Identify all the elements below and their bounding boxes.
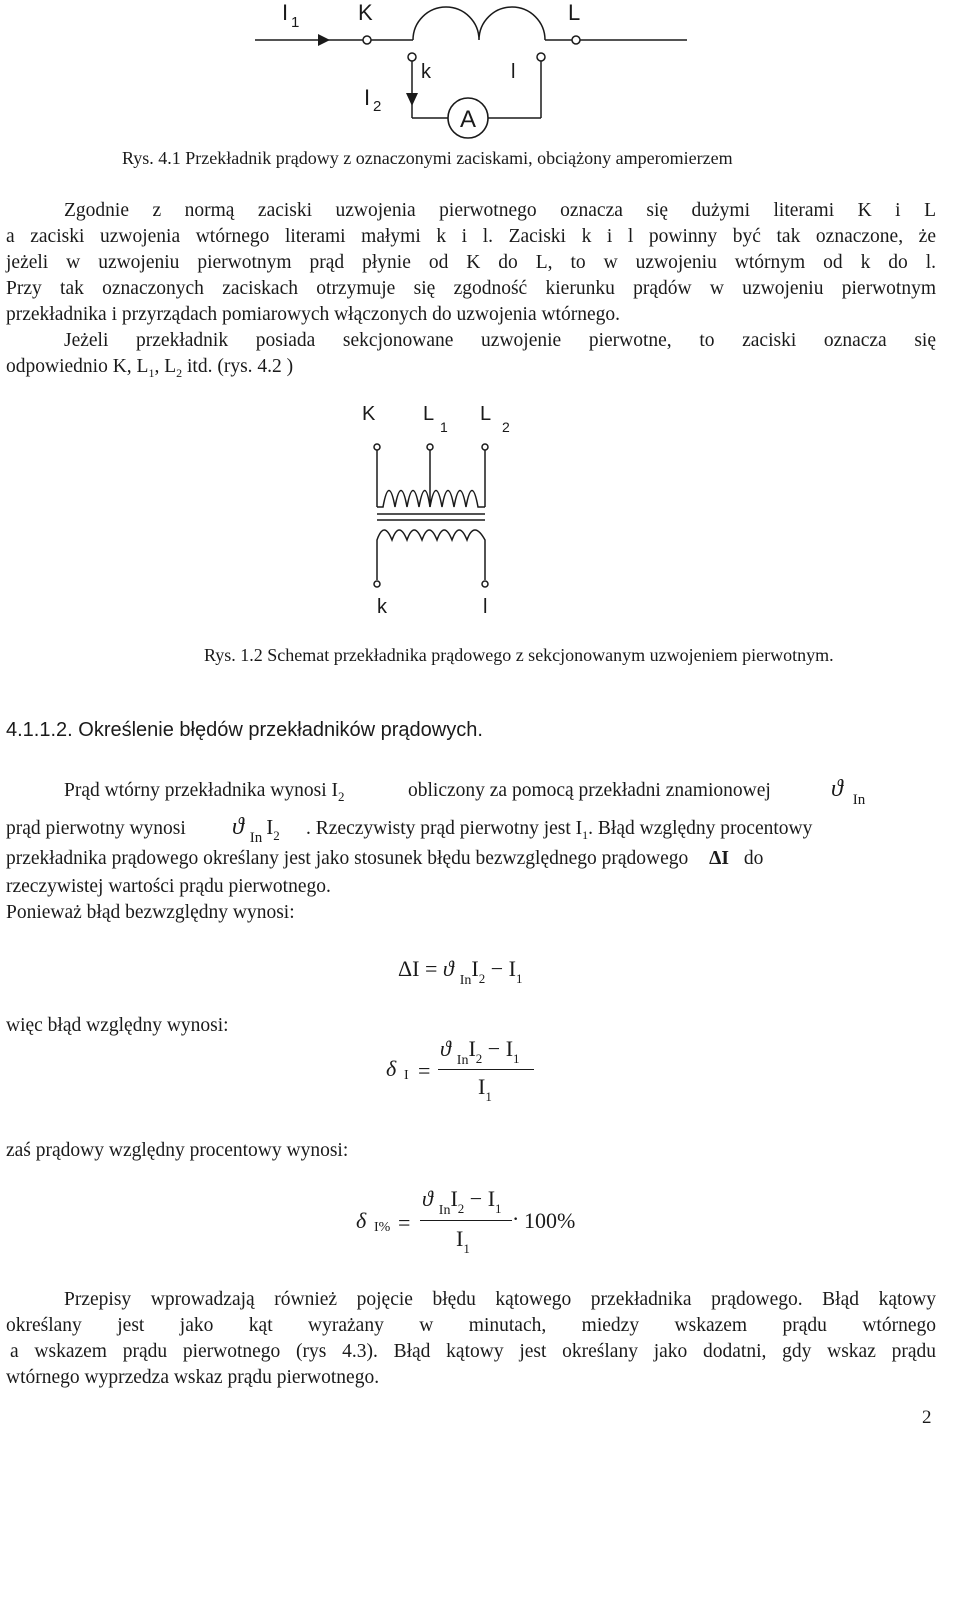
fig1-label-i1-sub: 1: [291, 14, 300, 31]
para1-line7-sub1: 1: [148, 366, 155, 380]
eq1-minus: −: [490, 956, 504, 981]
para2-l2-b: . Rzeczywisty prąd pierwotny jest I: [306, 818, 583, 839]
text-percent-error-intro: zaś prądowy względny procentowy wynosi:: [6, 1140, 349, 1161]
fig1-label-l: l: [511, 61, 516, 83]
equation-absolute-error: [398, 956, 522, 989]
para2-line2-b: [306, 818, 936, 843]
equation-relative-error: [386, 1036, 586, 1110]
eq2-delta-sub: I: [404, 1068, 409, 1083]
fig2-terminal-k: [374, 581, 380, 587]
para3-line4: wtórnego wyprzedza wskaz prądu pierwotnego.: [6, 1367, 380, 1388]
para1-line4: Przy tak oznaczonych zaciskach otrzymuje się zgodność kierunku prądów w uzwojeniu pierwotnym: [6, 278, 936, 299]
fig1-terminal-l: [537, 53, 545, 61]
fig2-primary-coil-section-2: [430, 477, 485, 507]
eq2-minus: −: [487, 1036, 501, 1061]
para1-line1: Zgodnie z normą zaciski uzwojenia pierwotnego oznacza się dużymi literami K i L: [64, 200, 936, 221]
para2-l1-a: Prąd wtórny przekładnika wynosi I: [64, 780, 339, 801]
para1-line6: Jeżeli przekładnik posiada sekcjonowane uzwojenie pierwotne, to zaciski oznacza się: [64, 330, 936, 351]
fig2-label-L2: L: [480, 403, 492, 425]
current-i2-sub: 2: [273, 828, 280, 843]
para2-l2-c: . Błąd względny procentowy: [588, 818, 813, 839]
para2-line3: [6, 848, 936, 870]
para2-line2-expr: [232, 814, 280, 847]
eq2-den: I: [478, 1074, 486, 1099]
paragraph-terminal-marking: [6, 198, 936, 386]
para1-line7-sub2: 2: [176, 366, 183, 380]
fig2-label-k: k: [377, 596, 387, 618]
eq2-den-sub: 1: [485, 1089, 492, 1104]
eq2-equals: =: [418, 1058, 431, 1083]
eq3-in: In: [438, 1203, 451, 1218]
eq3-i2: I: [450, 1186, 458, 1211]
eq2-fraction-bar: [438, 1069, 534, 1070]
eq3-fraction-bar: [420, 1220, 512, 1221]
para1-line7-a: odpowiednio K, L: [6, 356, 149, 377]
paragraph-angular-error: [6, 1287, 936, 1391]
ratio-subscript: In: [852, 792, 866, 808]
section-heading: 4.1.1.2. Określenie błędów przekładników prądowych.: [6, 719, 483, 741]
eq2-denominator: [478, 1074, 492, 1105]
para2-line2: [6, 818, 186, 840]
eq3-den-sub: 1: [463, 1241, 470, 1256]
fig2-label-L1-sub: 1: [440, 419, 448, 435]
fig1-secondary-arrow-icon: [406, 93, 418, 106]
para2-line1-b: obliczony za pomocą przekładni znamionowej: [408, 780, 771, 801]
theta-symbol: ϑ: [232, 814, 244, 840]
para2-line1: [64, 780, 345, 805]
fig2-label-L2-sub: 2: [502, 419, 510, 435]
para3-line3: a wskazem prądu pierwotnego (rys 4.3). Błąd kątowy jest określany jako dodatni, gdy wskaz prądu: [10, 1341, 936, 1362]
eq3-minus: −: [469, 1186, 483, 1211]
eq2-theta: ϑ: [440, 1036, 451, 1061]
eq1-theta: ϑ: [442, 956, 454, 981]
fig2-terminal-L1: [427, 444, 433, 450]
eq1-in: In: [459, 973, 472, 988]
para1-line5: przekładnika i przyrządach pomiarowych włączonych do uzwojenia wtórnego.: [6, 304, 621, 325]
para2-l2-sub1: 1: [582, 828, 589, 842]
fig2-label-L1: L: [423, 403, 435, 425]
fig1-label-i2-sub: 2: [373, 98, 382, 115]
eq2-numerator: [440, 1036, 520, 1069]
eq1-i1-sub: 1: [515, 971, 523, 986]
eq1-equals: =: [424, 956, 438, 981]
eq3-i1: I: [487, 1186, 496, 1211]
eq2-i2-sub: 2: [475, 1051, 483, 1066]
fig2-label-K: K: [362, 403, 376, 425]
eq3-den: I: [456, 1226, 464, 1251]
eq3-theta: ϑ: [422, 1186, 433, 1211]
para1-line3: jeżeli w uzwojeniu pierwotnym prąd płynie od K do L, to w uzwojeniu wtórnym od k do l.: [6, 252, 936, 273]
para2-line5: Ponieważ błąd bezwzględny wynosi:: [6, 902, 295, 923]
eq3-delta: δ: [356, 1208, 367, 1233]
theta-symbol: ϑ: [831, 776, 843, 802]
eq3-denominator: [456, 1226, 470, 1257]
para2-l2-a: prąd pierwotny wynosi: [6, 818, 186, 839]
eq2-in: In: [456, 1053, 469, 1068]
eq3-dot: ·: [512, 1206, 520, 1231]
para2-l3-c: do: [743, 848, 764, 869]
fig2-secondary-coil: [377, 530, 485, 580]
fig1-terminal-k: [408, 53, 416, 61]
eq3-delta-sub: I%: [374, 1220, 391, 1235]
eq2-i1: I: [505, 1036, 514, 1061]
fig1-terminal-K: [363, 36, 371, 44]
eq3-equals: =: [398, 1210, 411, 1235]
para3-line1: Przepisy wprowadzają również pojęcie błędu kątowego przekładnika prądowego. Błąd kątowy: [64, 1289, 936, 1310]
eq1-i1: I: [508, 956, 516, 981]
fig2-terminal-l: [482, 581, 488, 587]
para2-line4: rzeczywistej wartości prądu pierwotnego.: [6, 876, 331, 897]
fig1-primary-coil: [413, 7, 545, 40]
eq3-i1-sub: 1: [495, 1201, 502, 1216]
figure2-caption: Rys. 1.2 Schemat przekładnika prądowego z sekcjonowanym uzwojeniem pierwotnym.: [204, 645, 834, 665]
fig1-label-i1: I: [282, 0, 289, 25]
fig2-terminal-L2: [482, 444, 488, 450]
figure-current-transformer-ammeter: [0, 0, 960, 140]
figure1-caption: Rys. 4.1 Przekładnik prądowy z oznaczonymi zaciskami, obciążony amperomierzem: [122, 148, 733, 168]
fig1-label-K: K: [358, 0, 373, 25]
fig1-ammeter-label: A: [460, 106, 477, 133]
para1-line7-b: , L: [154, 356, 177, 377]
eq2-delta: δ: [386, 1056, 397, 1081]
ratio-subscript: In: [249, 830, 263, 846]
page-number: 2: [922, 1407, 932, 1428]
eq1-lhs: ΔI: [398, 956, 420, 981]
fig2-terminal-K: [374, 444, 380, 450]
para1-line7-c: itd. (rys. 4.2 ): [182, 356, 294, 377]
eq3-i2-sub: 2: [457, 1201, 465, 1216]
para1-line7: [6, 354, 936, 386]
eq2-i2: I: [468, 1036, 476, 1061]
delta-i-symbol: ΔI: [709, 848, 729, 869]
fig1-current-arrow-icon: [318, 34, 330, 46]
fig1-label-i2: I: [364, 85, 371, 110]
fig2-primary-coil-section-1: [377, 491, 430, 508]
figure-sectioned-winding-schematic: [0, 395, 960, 630]
fig1-terminal-L: [572, 36, 580, 44]
para3-line2: określany jest jako kąt wyrażany w minutach, miedzy wskazem prądu wtórnego: [6, 1315, 936, 1336]
eq2-i1-sub: 1: [513, 1051, 520, 1066]
fig1-label-L: L: [568, 0, 581, 25]
text-relative-error-intro: więc błąd względny wynosi:: [6, 1015, 229, 1036]
para1-line2: a zaciski uzwojenia wtórnego literami małymi k i l. Zaciski k i l powinny być tak oznaczone, że: [6, 226, 936, 247]
eq3-percent: 100%: [524, 1208, 576, 1233]
eq3-numerator: [422, 1186, 502, 1219]
equation-percent-error: [356, 1186, 616, 1260]
eq1-i2-sub: 2: [478, 971, 486, 986]
eq1-i2: I: [471, 956, 479, 981]
para2-l3-a: przekładnika prądowego określany jest jako stosunek błędu bezwzględnego prądowego: [6, 848, 689, 869]
fig2-label-l: l: [483, 596, 488, 618]
current-i2: I: [266, 815, 274, 839]
para2-line1-ratio: [831, 776, 865, 809]
para2-l1-sub: 2: [338, 789, 345, 804]
fig1-label-k: k: [421, 61, 431, 83]
